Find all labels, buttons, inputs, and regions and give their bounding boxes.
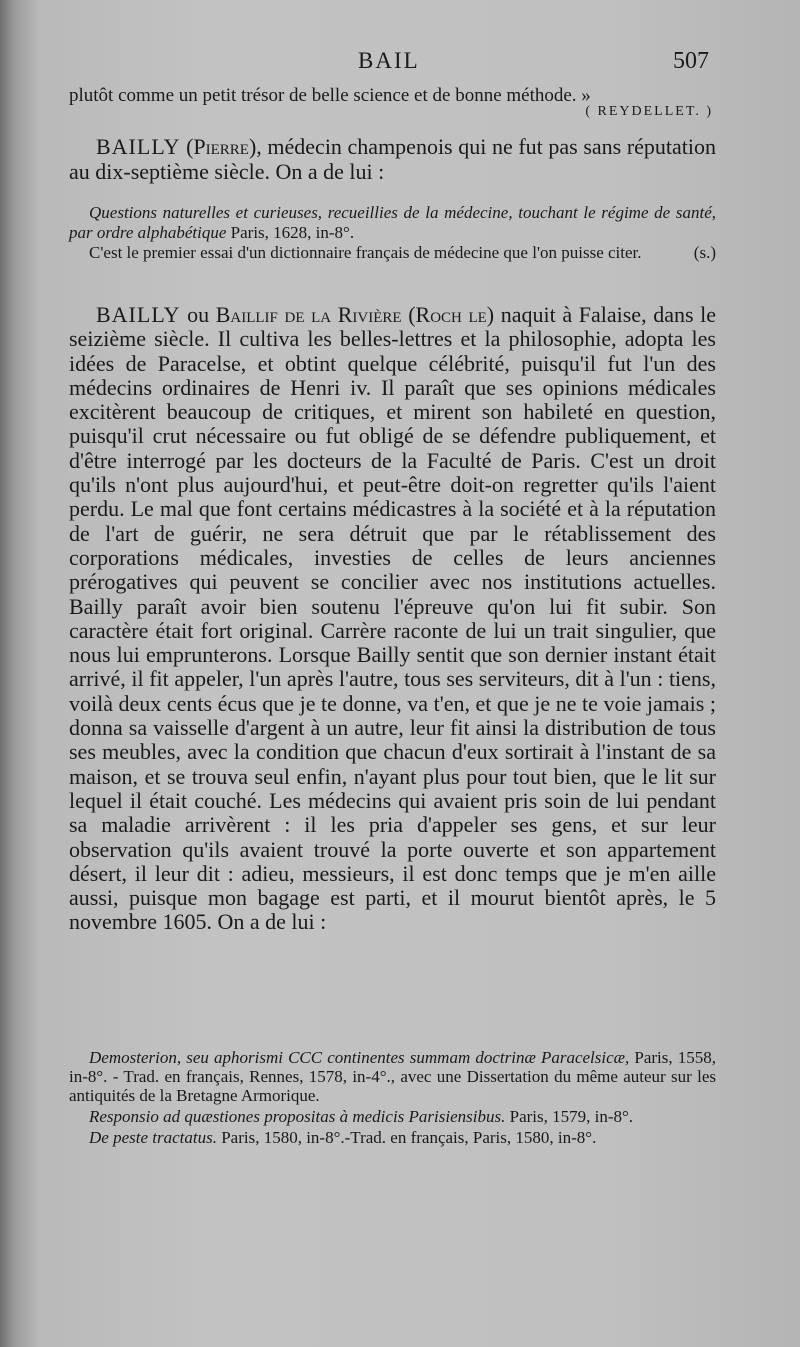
entry-bailly-pierre [69, 134, 716, 184]
note-text: C'est le premier essai d'un dictionnaire français de médecine que l'on puisse citer. [89, 243, 642, 262]
page-number: 507 [673, 48, 709, 74]
entry-bailly-roch-works [69, 1048, 716, 1149]
work-details: Paris, 1558, in-8°. - Trad. en français, Rennes, 1578, in-4°., avec une Dissertation du même auteur sur les antiquités de la Bretagne Armorique. [69, 1048, 716, 1105]
bibliography-item [69, 203, 716, 243]
alias-connector: ou [180, 302, 216, 327]
work-title: Demosterion, seu aphorismi CCC continentes summam doctrinæ Paracelsicæ, [89, 1048, 630, 1067]
entry-name: BAILLY [96, 302, 181, 327]
entry-first-name: (Roch le) [408, 302, 495, 327]
entry-alias: Baillif de la Rivière [215, 302, 402, 327]
entry-bailly-pierre-works [69, 203, 716, 263]
work-details: Paris, 1628, in-8°. [226, 223, 355, 242]
quote-citation: ( REYDELLET. ) [585, 104, 713, 119]
entry-biography: naquit à Falaise, dans le seizième siècle. Il cultiva les belles-lettres et la philosophie, adopta les idées de Paracelse, et obtint quelque célébrité, puisqu'il fut l'un des médecins ordinaires de Henri iv. Il paraît que ses opinions médicales excitèrent beaucoup de critiques, et mirent son habileté en question, puisqu'il crut nécessaire ou fut obligé de se défendre publiquement, et d'être interrogé par les docteurs de la Faculté de Paris. C'est un droit qu'ils n'ont plus aujourd'hui, et peut-être doit-on regretter qu'ils l'aient perdu. Le mal que font certains médicastres à la société et à la réputation de l'art de guérir, ne sera détruit que par le rétablissement des corporations médicales, investies de celles de leurs anciennes prérogatives qui peuvent se concilier avec nos institutions actuelles. Bailly paraît avoir bien soutenu l'épreuve qu'on lui fit subir. Son caractère était fort original. Carrère raconte de lui un trait singulier, que nous lui emprunterons. Lorsque Bailly sentit que son dernier instant était arrivé, il fit appeler, l'un après l'autre, tous ses serviteurs, dit à l'un : tiens, voilà deux cents écus que je te donne, va t'en, et que je ne te voie jamais ; donna sa vaisselle d'argent à un autre, leur fit ainsi la distribution de tous ses meubles, avec la condition que chacun d'eux sortirait à l'instant de sa maison, et se trouva seul enfin, n'ayant plus pour tout bien, que le lit sur lequel il était couché. Les médecins qui avaient pris soin de lui pendant sa maladie arrivèrent : il les pria d'appeler ses gens, et sur leur observation qu'ils avaient trouvé la porte ouverte et son appartement désert, il leur dit : adieu, messieurs, il est donc temps que je m'en aille aussi, puisque mon bagage est parti, et il mourut bientôt après, le 5 novembre 1605. On a de lui : [69, 302, 717, 935]
entry-first-name: (Pierre) [186, 134, 257, 159]
work-title: Responsio ad quæstiones propositas à medicis Parisiensibus. [89, 1107, 506, 1126]
entry-bailly-roch [69, 303, 716, 935]
page-header [0, 48, 800, 78]
quote-ending: plutôt comme un petit trésor de belle science et de bonne méthode. » [69, 85, 591, 106]
entry-note [69, 243, 716, 263]
entry-name: BAILLY [96, 134, 181, 159]
running-head: BAIL [358, 48, 420, 73]
bibliography-item [69, 1048, 716, 1105]
bibliography-item [69, 1128, 716, 1147]
entry-description: , médecin champenois qui ne fut pas sans réputation au dix-septième siècle. On a de lui : [69, 134, 717, 184]
work-title: Questions naturelles et curieuses, recueillies de la médecine, touchant le régime de santé, par ordre alphabétique [69, 203, 716, 242]
work-details: Paris, 1580, in-8°.-Trad. en français, Paris, 1580, in-8°. [216, 1128, 597, 1147]
author-signature: (s.) [693, 243, 716, 262]
work-title: De peste tractatus. [89, 1128, 217, 1147]
work-details: Paris, 1579, in-8°. [505, 1107, 634, 1126]
bibliography-item [69, 1107, 716, 1126]
